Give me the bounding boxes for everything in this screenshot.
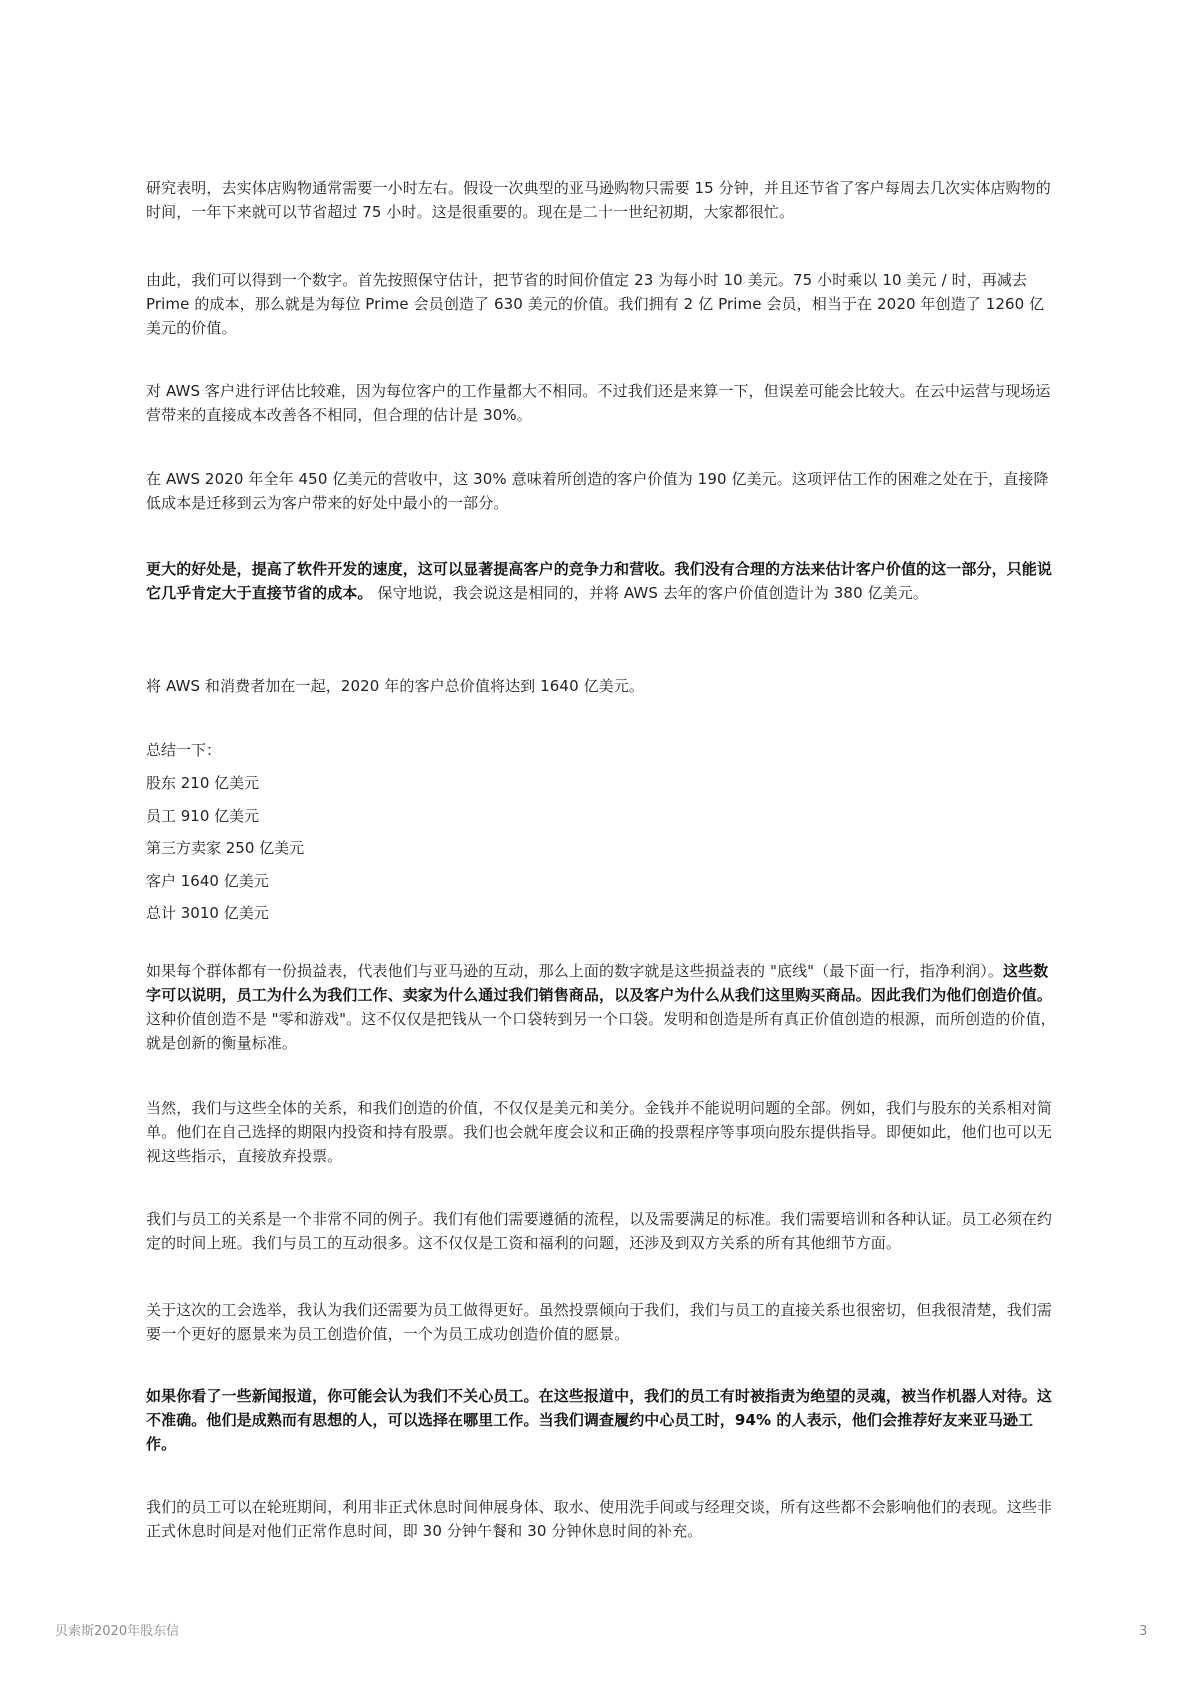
paragraph-text: 对 AWS 客户进行评估比较难，因为每位客户的工作量都大不相同。不过我们还是来算一下，但误差可能会比较大。在云中运营与现场运营带来的直接成本改善各不相同，但合理的估计是 30%。 [146,382,1051,424]
paragraph-bigger-benefit [146,557,1058,605]
paragraph-text: 这种价值创造不是 "零和游戏"。这不仅仅是把钱从一个口袋转到另一个口袋。发明和创造是所有真正价值创造的根源，而所创造的价值，就是创新的衡量标准。 [146,1010,1056,1052]
paragraph-aws-revenue [146,467,1058,515]
paragraph-aws-estimate [146,379,1058,427]
paragraph-text: 我们与员工的关系是一个非常不同的例子。我们有他们需要遵循的流程，以及需要满足的标准。我们需要培训和各种认证。员工必须在约定的时间上班。我们与员工的互动很多。这不仅仅是工资和福利的问题，还涉及到双方关系的所有其他细节方面。 [146,1210,1053,1252]
paragraph-bold-text: 这些数字可以说明，员工为什么为我们工作、卖家为什么通过我们销售商品，以及客户为什么从我们这里购买商品。因此我们为他们创造价值。 [146,962,1053,1004]
paragraph-text: 由此，我们可以得到一个数字。首先按照保守估计，把节省的时间价值定 23 为每小时 10 美元。75 小时乘以 10 美元 / 时，再减去 Prime 的成本，那么就是为每位 Prime 会员创造了 630 美元的价值。我们拥有 2 亿 Prime 会员，相当于在 2020 年创造了 1260 亿美元的价值。 [146,271,1045,337]
paragraph-income-statement [146,959,1058,1055]
paragraph-text: 在 AWS 2020 年全年 450 亿美元的营收中，这 30% 意味着所创造的客户价值为 190 亿美元。这项评估工作的困难之处在于，直接降低成本是迁移到云为客户带来的好处中最小的一部分。 [146,470,1049,512]
paragraph-text: 我们的员工可以在轮班期间，利用非正式休息时间伸展身体、取水、使用洗手间或与经理交谈，所有这些都不会影响他们的表现。这些非正式休息时间是对他们正常作息时间，即 30 分钟午餐和 30 分钟休息时间的补充。 [146,1498,1053,1540]
paragraph-shopping-time [146,176,1058,224]
summary-item-third-party-sellers: 第三方卖家 250 亿美元 [146,839,305,857]
paragraph-informal-breaks [146,1495,1058,1543]
summary-item-employees: 员工 910 亿美元 [146,807,260,825]
paragraph-shareholder-relationship [146,1096,1058,1168]
paragraph-employee-relationship [146,1207,1058,1255]
summary-item-shareholders: 股东 210 亿美元 [146,774,260,792]
paragraph-bold-text: 更大的好处是，提高了软件开发的速度，这可以显著提高客户的竞争力和营收。我们没有合理的方法来估计客户价值的这一部分，只能说它几乎肯定大于直接节省的成本。 [146,560,1053,602]
paragraph-text: 如果每个群体都有一份损益表，代表他们与亚马逊的互动，那么上面的数字就是这些损益表的 "底线"（最下面一行，指净利润）。 [146,962,1003,980]
summary-item-customers: 客户 1640 亿美元 [146,872,269,890]
paragraph-bold-text: 如果你看了一些新闻报道，你可能会认为我们不关心员工。在这些报道中，我们的员工有时被指责为绝望的灵魂，被当作机器人对待。这不准确。他们是成熟而有思想的人，可以选择在哪里工作。当我们调查履约中心员工时，94% 的人表示，他们会推荐好友来亚马逊工作。 [146,1387,1053,1453]
footer-page-number: 3 [1139,1624,1148,1639]
summary-heading: 总结一下： [146,741,222,759]
paragraph-text: 将 AWS 和消费者加在一起，2020 年的客户总价值将达到 1640 亿美元。 [146,677,644,695]
paragraph-text: 研究表明，去实体店购物通常需要一小时左右。假设一次典型的亚马逊购物只需要 15 分钟，并且还节省了客户每周去几次实体店购物的时间，一年下来就可以节省超过 75 小时。这是很重要的。现在是二十一世纪初期，大家都很忙。 [146,179,1051,221]
paragraph-text: 保守地说，我会说这是相同的，并将 AWS 去年的客户价值创造计为 380 亿美元。 [372,584,928,602]
paragraph-prime-value [146,268,1058,340]
footer-document-title: 贝索斯2020年股东信 [55,1624,180,1639]
paragraph-text: 关于这次的工会选举，我认为我们还需要为员工做得更好。虽然投票倾向于我们，我们与员工的直接关系也很密切，但我很清楚，我们需要一个更好的愿景来为员工创造价值，一个为员工成功创造价值的愿景。 [146,1301,1053,1343]
summary-item-total: 总计 3010 亿美元 [146,904,269,922]
paragraph-union-election [146,1298,1058,1346]
paragraph-text: 当然，我们与这些全体的关系，和我们创造的价值，不仅仅是美元和美分。金钱并不能说明问题的全部。例如，我们与股东的关系相对简单。他们在自己选择的期限内投资和持有股票。我们也会就年度会议和正确的投票程序等事项向股东提供指导。即便如此，他们也可以无视这些指示，直接放弃投票。 [146,1099,1053,1165]
paragraph-news-reports [146,1384,1058,1456]
paragraph-total-customer-value [146,674,1058,698]
